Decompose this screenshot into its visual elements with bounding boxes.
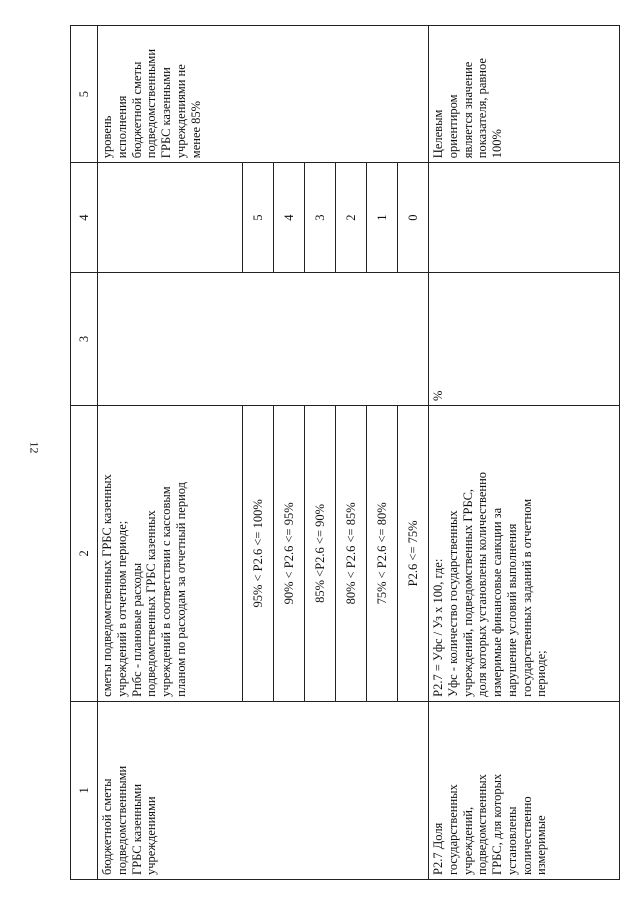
- range-condition: 90% < P2.6 <= 95%: [274, 405, 305, 701]
- table-row: [429, 26, 620, 880]
- unit-cell: [98, 272, 429, 405]
- score-cell: [429, 163, 620, 273]
- range-score: 3: [305, 163, 336, 273]
- range-score: 2: [336, 163, 367, 273]
- header-col-4: 4: [71, 163, 98, 273]
- table-row: [98, 26, 243, 880]
- range-condition: 75% < P2.6 <= 80%: [367, 405, 398, 701]
- target-cell: уровень исполнения бюджетной сметы подведомственными ГРБС казенными учреждениями не менее 85%: [98, 26, 429, 163]
- range-score: 5: [243, 163, 274, 273]
- formula-cell: P2.7 = Уфс / Уз x 100, где: Уфс - количество государственных учреждений, подведомственных ГРБС, доля которых установлены количественно измеримые финансовые санкции за нарушение условий выполнения государственных заданий в отчетном периоде;: [429, 405, 620, 701]
- range-condition: 80% < P2.6 <= 85%: [336, 405, 367, 701]
- range-score: 0: [398, 163, 429, 273]
- header-col-2: 2: [71, 405, 98, 701]
- formula-cell: сметы подведомственных ГРБС казенных учреждений в отчетном периоде; Рпбс - плановые расходы подведомственных ГРБС казенных учреждений в соответствии с кассовым планом по расходам за отчетный период: [98, 405, 243, 701]
- rotated-table-wrapper: [70, 25, 620, 880]
- indicator-name-cell: бюджетной сметы подведомственными ГРБС казенными учреждениями: [98, 701, 429, 879]
- range-score: 4: [274, 163, 305, 273]
- score-cell: [98, 163, 243, 273]
- header-col-3: 3: [71, 272, 98, 405]
- header-row: [71, 26, 98, 880]
- range-condition: 95% < P2.6 <= 100%: [243, 405, 274, 701]
- target-cell: Целевым ориентиром является значение показателя, равное 100%: [429, 26, 620, 163]
- header-col-1: 1: [71, 701, 98, 879]
- range-condition: 85% <P2.6 <= 90%: [305, 405, 336, 701]
- range-score: 1: [367, 163, 398, 273]
- criteria-table: [70, 25, 620, 880]
- range-condition: P2.6 <= 75%: [398, 405, 429, 701]
- unit-cell: %: [429, 272, 620, 405]
- indicator-name-cell: P2.7 Доля государственных учреждений, подведомственных ГРБС, для которых установлены количественно измеримые: [429, 701, 620, 879]
- page-number: 12: [27, 441, 42, 454]
- header-col-5: 5: [71, 26, 98, 163]
